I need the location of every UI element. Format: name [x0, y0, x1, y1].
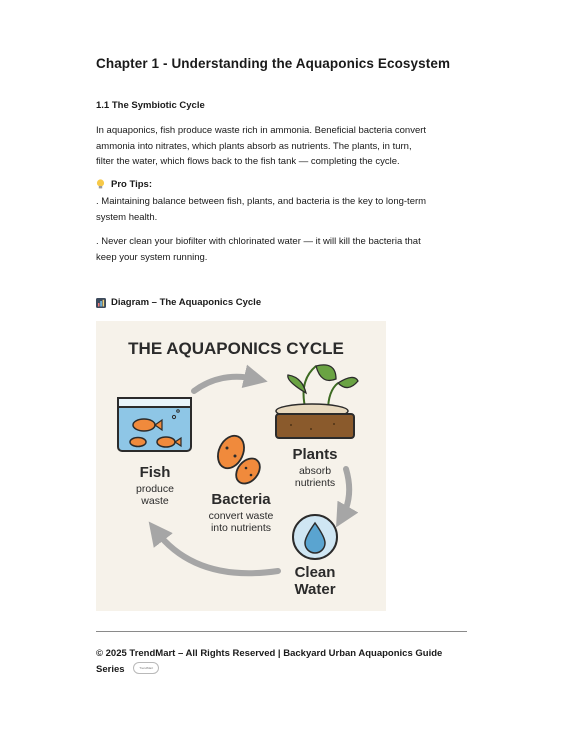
plants-label: Plants [292, 446, 338, 463]
aquaponics-diagram-graphic [96, 321, 386, 611]
bacteria-subtext: into nutrients [210, 522, 272, 534]
bacteria-label: Bacteria [211, 491, 271, 508]
aquaponics-diagram [96, 321, 386, 611]
tip-2 [96, 234, 468, 265]
clean-water-label: Water [294, 581, 336, 598]
fish-subtext: waste [141, 495, 169, 507]
water-drop-icon [293, 515, 337, 559]
tip-line: keep your system running. [96, 251, 208, 263]
fish-tank-icon [118, 398, 191, 451]
chapter-title: Chapter 1 - Understanding the Aquaponics Ecosystem [96, 56, 451, 71]
pro-tips-label: Pro Tips: [111, 179, 152, 190]
arrow-fish-to-plants [194, 377, 256, 391]
footer [96, 646, 468, 677]
footer-divider [96, 631, 467, 632]
plants-subtext: nutrients [294, 477, 336, 489]
tip-line: system health. [96, 211, 158, 223]
trendmart-badge: TrendMart [133, 662, 159, 674]
fish-label: Fish [139, 464, 171, 481]
footer-series: Series [96, 663, 125, 675]
lightbulb-icon [96, 179, 105, 190]
diagram-heading-label: Diagram – The Aquaponics Cycle [111, 297, 262, 308]
bacteria-subtext: convert waste [208, 510, 274, 522]
clean-water-label: Clean [294, 564, 336, 581]
tip-line: . Maintaining balance between fish, plants, and bacteria is the key to long-term [96, 196, 427, 207]
diagram-heading [96, 297, 261, 308]
tip-1 [96, 194, 468, 225]
arrow-water-to-fish [156, 531, 278, 573]
plants-subtext: absorb [298, 465, 332, 477]
intro-line: In aquaponics, fish produce waste rich in ammonia. Beneficial bacteria convert [96, 125, 427, 136]
intro-line: filter the water, which flows back to the fish tank — completing the cycle. [96, 156, 400, 167]
pro-tips-heading [96, 179, 152, 190]
fish-subtext: produce [136, 483, 174, 495]
section-title: 1.1 The Symbiotic Cycle [96, 100, 205, 111]
intro-paragraph [96, 123, 468, 170]
tip-line: . Never clean your biofilter with chlorinated water — it will kill the bacteria that [96, 236, 421, 247]
arrow-plants-to-water [342, 469, 349, 517]
bar-chart-icon [96, 298, 106, 308]
diagram-title: THE AQUAPONICS CYCLE [128, 339, 344, 358]
intro-line: ammonia into nitrates, which plants absorb as nutrients. The plants, in turn, [96, 140, 412, 152]
bacteria-icon [213, 432, 265, 489]
plant-bed-icon [276, 365, 358, 438]
footer-copyright: © 2025 TrendMart – All Rights Reserved | Backyard Urban Aquaponics Guide [96, 648, 443, 659]
